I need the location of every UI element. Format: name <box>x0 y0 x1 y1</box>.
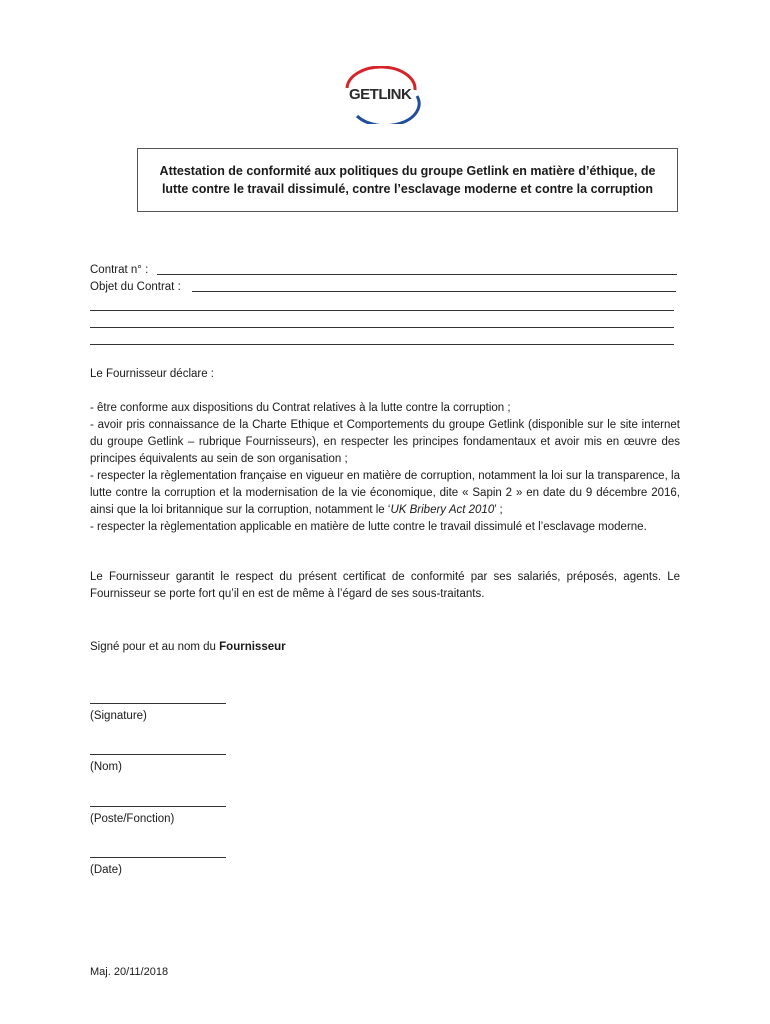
signed-prefix: Signé pour et au nom du <box>90 641 220 653</box>
position-label: (Poste/Fonction) <box>90 813 175 825</box>
contract-object-line-2 <box>90 310 674 311</box>
getlink-logo <box>337 66 425 124</box>
intro-text <box>90 366 680 383</box>
logo-text: GETLINK <box>349 86 412 103</box>
declaration-3-end: ’ ; <box>494 504 503 516</box>
intro-paragraph: Le Fournisseur déclare : <box>90 368 215 380</box>
title-box <box>137 148 678 212</box>
name-line <box>90 754 226 755</box>
contract-object-field <box>90 279 181 295</box>
declaration-1: - être conforme aux dispositions du Contrat relatives à la lutte contre la corruption ; <box>90 402 511 414</box>
date-line <box>90 857 226 858</box>
signature-label: (Signature) <box>90 710 147 722</box>
position-line <box>90 806 226 807</box>
date-label: (Date) <box>90 864 122 876</box>
contract-object-label: Objet du Contrat : <box>90 281 181 293</box>
name-label: (Nom) <box>90 761 122 773</box>
document-title: Attestation de conformité aux politiques du groupe Getlink en matière d’éthique, de lutte contre le travail dissimulé, contre l’esclavage moderne et contre la corruption <box>159 164 656 196</box>
signature-line <box>90 703 226 704</box>
contract-object-line-3 <box>90 327 674 328</box>
contract-number-line <box>157 274 677 275</box>
declarations <box>90 400 680 536</box>
declaration-3 <box>90 468 680 519</box>
contract-object-line-4 <box>90 344 674 345</box>
guarantee-paragraph: Le Fournisseur garantit le respect du présent certificat de conformité par ses salariés, préposés, agents. Le Fournisseur se porte fort qu’il en est de même à l’égard de ses sous-traitants. <box>90 571 680 600</box>
contract-object-line <box>192 291 676 292</box>
declaration-4: - respecter la règlementation applicable en matière de lutte contre le travail dissimulé et l’esclavage moderne. <box>90 521 647 533</box>
declaration-3-start: - respecter la règlementation française en vigueur en matière de corruption, notamment la loi sur la transparence, la lutte contre la corruption et la modernisation de la vie économique, dite « Sapin 2 » en date du 9 décembre 2016, ainsi que la loi britannique sur la corruption, notamment le ‘ <box>90 470 680 516</box>
contract-number-field <box>90 262 148 278</box>
signed-line <box>90 639 286 655</box>
update-date: Maj. 20/11/2018 <box>90 966 169 978</box>
contract-number-label: Contrat n° : <box>90 264 149 276</box>
declaration-2: - avoir pris connaissance de la Charte Ethique et Comportements du groupe Getlink (disponible sur le site internet du groupe Getlink – rubrique Fournisseurs), en respecter les principes fondamentaux et avoir mis en œuvre des principes équivalents au sein de son organisation ; <box>90 419 680 465</box>
guarantee-text <box>90 569 680 603</box>
signed-party: Fournisseur <box>219 641 286 653</box>
uk-bribery-act: UK Bribery Act 2010 <box>390 504 495 516</box>
